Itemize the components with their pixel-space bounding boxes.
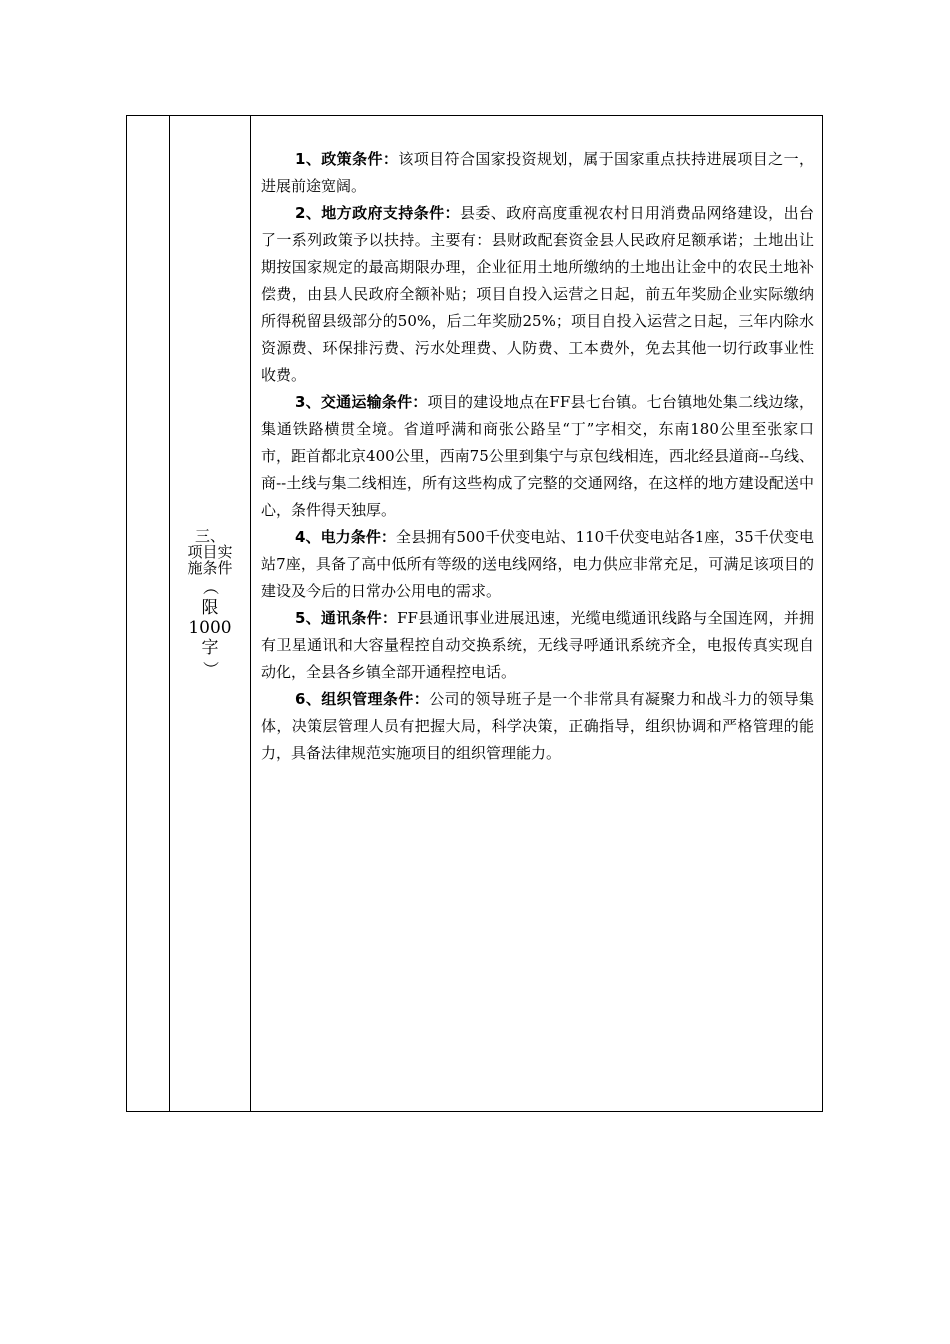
condition-paragraph-management [261,686,814,767]
paragraph-heading: 6、组织管理条件： [295,690,430,708]
section-title-line-1: 项目实 [187,543,233,561]
paragraph-body: 县委、政府高度重视农村日用消费品网络建设，出台了一系列政策予以扶持。主要有：县财政配套资金县人民政府足额承诺；土地出让期按国家规定的最高期限办理，企业征用土地所缴纳的土地出让金中的农民土地补偿费，由县人民政府全额补贴；项目自投入运营之日起，前五年奖励企业实际缴纳所得税留县级部分的50%，后二年奖励25%；项目自投入运营之日起，三年内除水资源费、环保排污费、污水处理费、人防费、工本费外，免去其他一切行政事业性收费。 [261,204,814,384]
section-title-line-2: 施条件 [187,559,233,577]
section-content-cell [261,146,814,767]
section-label-cell [170,116,250,1111]
condition-paragraph-transport [261,389,814,524]
condition-paragraph-policy [261,146,814,200]
section-number: 三、 [194,527,225,545]
paragraph-body: 全县拥有500千伏变电站、110千伏变电站各1座，35千伏变电站7座，具备了高中低所有等级的送电线网络，电力供应非常充足，可满足该项目的建设及今后的日常办公用电的需求。 [261,528,814,600]
paragraph-heading: 4、电力条件： [295,528,397,546]
condition-paragraph-power [261,524,814,605]
section-label [170,528,250,680]
paragraph-heading: 1、政策条件： [295,150,399,168]
paragraph-body: FF县通讯事业进展迅速，光缆电缆通讯线路与全国连网，并拥有卫星通讯和大容量程控自动交换系统，无线寻呼通讯系统齐全，电报传真实现自动化，全县各乡镇全部开通程控电话。 [261,609,814,681]
condition-paragraph-communication [261,605,814,686]
open-paren: （ [201,579,220,596]
paragraph-body: 该项目符合国家投资规划，属于国家重点扶持进展项目之一，进展前途宽阔。 [261,150,814,195]
form-table [126,115,823,1112]
paragraph-heading: 2、地方政府支持条件： [295,204,460,222]
limit-unit: 字 [201,638,219,658]
limit-count: 1000 [188,618,232,638]
column-divider [250,116,251,1111]
paragraph-heading: 5、通讯条件： [295,609,398,627]
limit-text: 限 [201,598,219,618]
paragraph-heading: 3、交通运输条件： [295,393,428,411]
condition-paragraph-government-support [261,200,814,389]
paragraph-body: 项目的建设地点在FF县七台镇。七台镇地处集二线边缘，集通铁路横贯全境。省道呼满和商张公路呈“丁”字相交，东南180公里至张家口市，距首都北京400公里，西南75公里到集宁与京包线相连，西北经县道商--乌线、商--土线与集二线相连，所有这些构成了完整的交通网络，在这样的地方建设配送中心，条件得天独厚。 [261,393,814,519]
paragraph-body: 公司的领导班子是一个非常具有凝聚力和战斗力的领导集体，决策层管理人员有把握大局，科学决策，正确指导，组织协调和严格管理的能力，具备法律规范实施项目的组织管理能力。 [261,690,814,762]
close-paren: ） [201,661,220,678]
